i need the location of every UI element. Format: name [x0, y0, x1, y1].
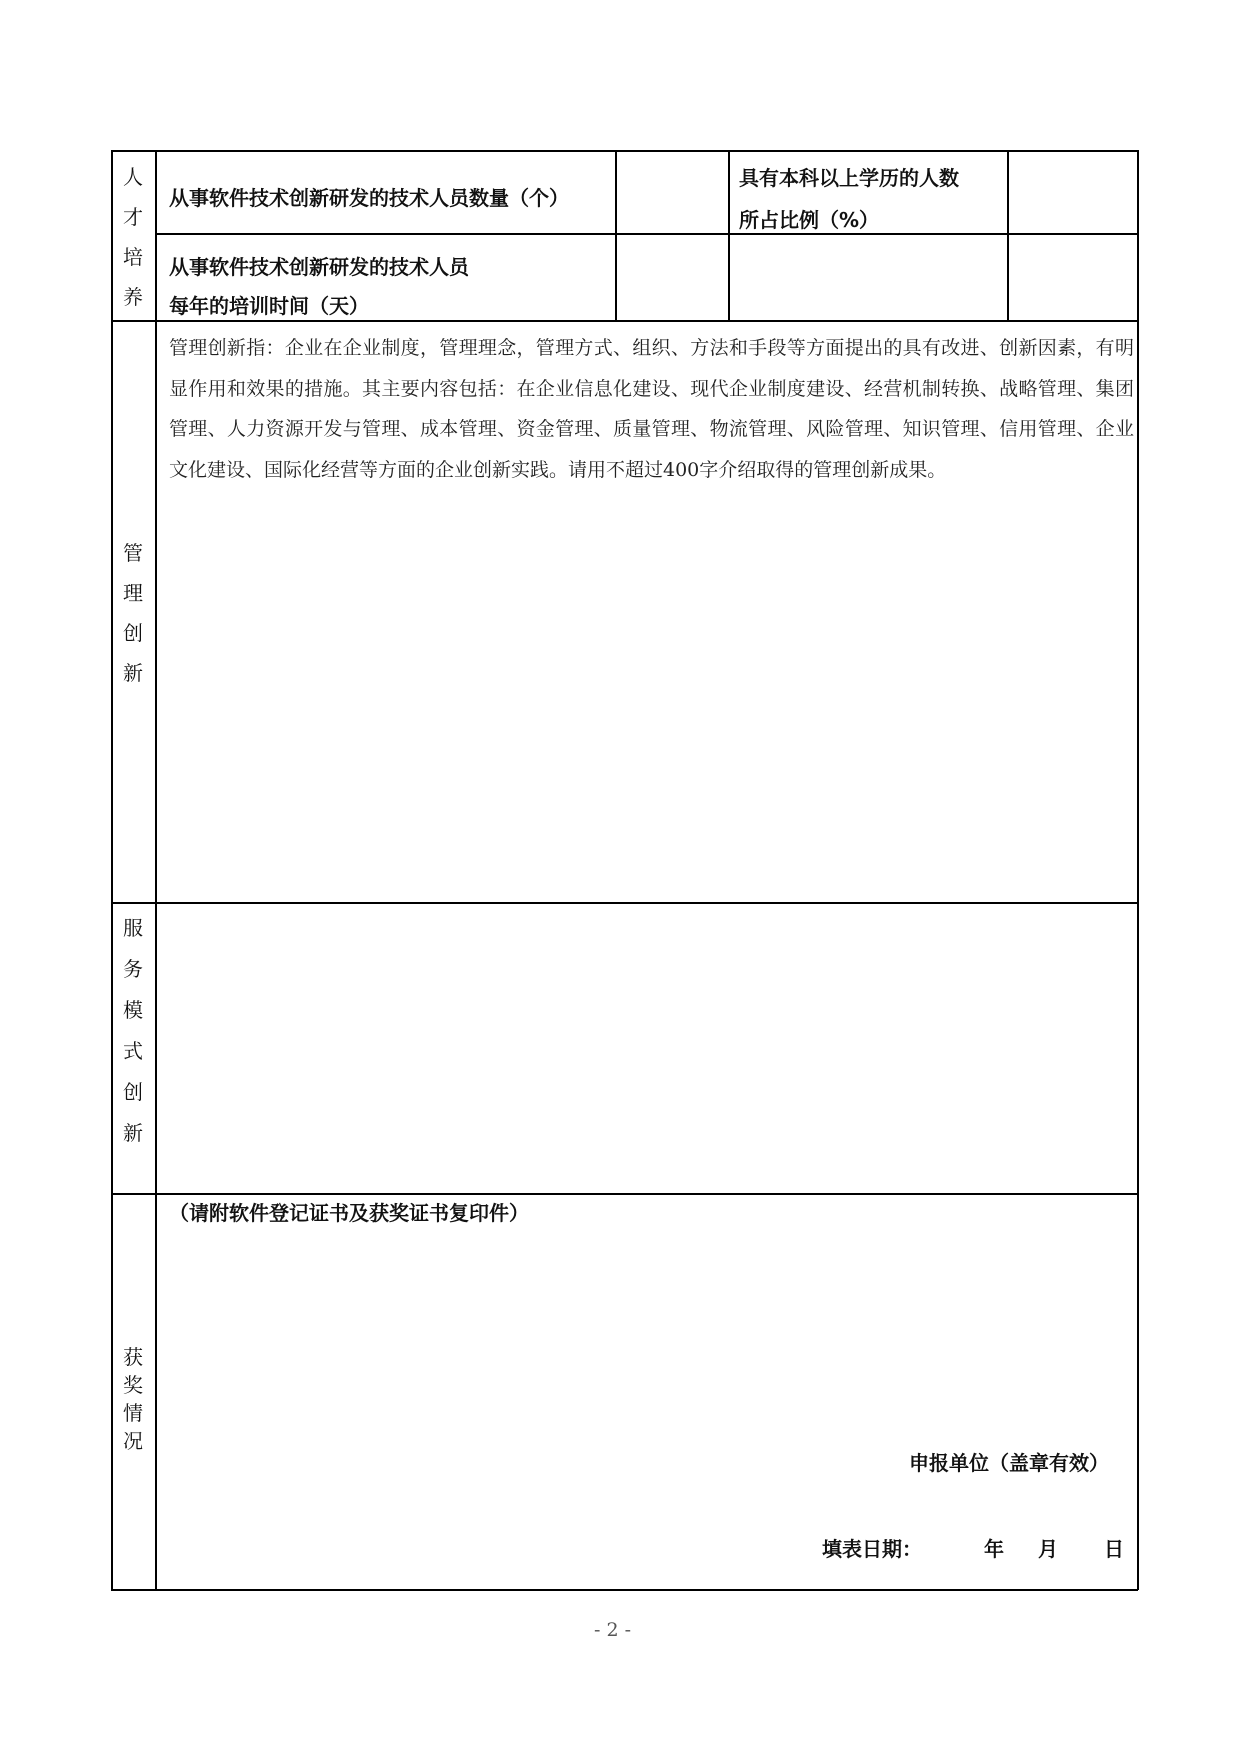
training-time-label-line2: 每年的培训时间（天）	[169, 294, 369, 318]
table-border-bottom	[111, 1589, 1138, 1591]
table-label-column-divider	[155, 150, 157, 1590]
fill-date-label: 填表日期：	[822, 1537, 922, 1561]
training-time-value[interactable]	[625, 268, 720, 292]
table-border-left	[111, 150, 113, 1590]
table-border-right	[1137, 150, 1139, 1590]
tech-staff-count-label: 从事软件技术创新研发的技术人员数量（个）	[169, 186, 569, 210]
training-extra-value[interactable]	[1017, 268, 1127, 292]
table-border-top	[111, 150, 1138, 152]
service-section-label: 服务模式创新	[123, 916, 143, 1145]
fill-date-year: 年	[984, 1537, 1004, 1561]
fill-date-day: 日	[1104, 1537, 1124, 1561]
table-divider-management-end	[111, 902, 1138, 904]
training-extra-cell[interactable]	[739, 268, 999, 292]
table-divider-talent-row	[155, 233, 1138, 235]
table-col-divider-2	[728, 150, 730, 321]
tech-staff-count-value[interactable]	[625, 182, 720, 206]
fill-date-month: 月	[1038, 1537, 1058, 1561]
service-content-area[interactable]	[169, 915, 1124, 1185]
talent-section-label: 人才培养	[123, 165, 143, 309]
degree-ratio-label-line2: 所占比例（%）	[739, 208, 880, 232]
degree-ratio-value[interactable]	[1017, 182, 1127, 206]
training-time-label-line1: 从事软件技术创新研发的技术人员	[169, 255, 469, 279]
table-divider-talent-end	[111, 320, 1138, 322]
degree-ratio-label-line1: 具有本科以上学历的人数	[739, 166, 959, 190]
page-number: - 2 -	[594, 1619, 632, 1641]
applicant-stamp-label: 申报单位（盖章有效）	[909, 1451, 1109, 1475]
management-description: 管理创新指：企业在企业制度，管理理念，管理方式、组织、方法和手段等方面提出的具有改进、创新因素，有明显作用和效果的措施。其主要内容包括：在企业信息化建设、现代企业制度建设、经营机制转换、战略管理、集团管理、人力资源开发与管理、成本管理、资金管理、质量管理、物流管理、风险管理、知识管理、信用管理、企业文化建设、国际化经营等方面的企业创新实践。请用不超过400字介绍取得的管理创新成果。	[169, 337, 1134, 481]
management-section-label: 管理创新	[123, 541, 143, 685]
table-col-divider-1	[615, 150, 617, 321]
awards-attachment-note: （请附软件登记证书及获奖证书复印件）	[169, 1201, 529, 1225]
table-divider-service-end	[111, 1193, 1138, 1195]
table-col-divider-3	[1007, 150, 1009, 321]
awards-section-label: 获奖情况	[123, 1345, 143, 1453]
